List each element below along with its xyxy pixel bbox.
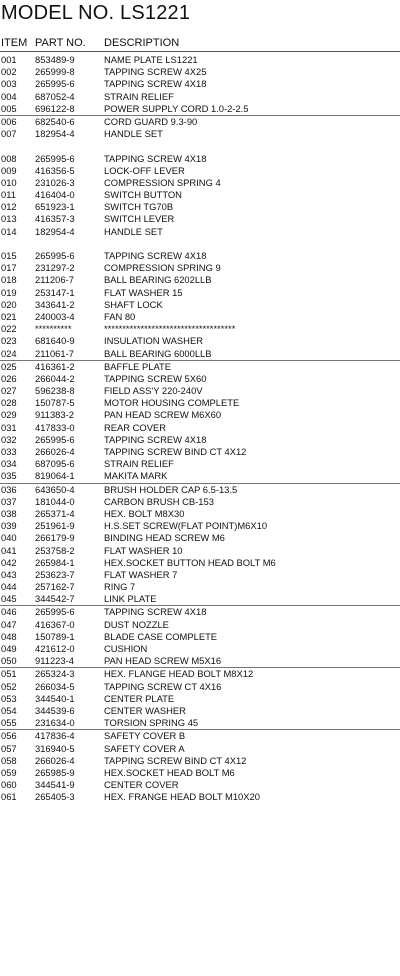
part-number: 231634-0 <box>35 717 75 729</box>
table-row <box>0 743 400 755</box>
part-number: 344539-6 <box>35 704 75 716</box>
part-description: MAKITA MARK <box>104 470 168 482</box>
item-number: 014 <box>1 225 17 237</box>
item-number: 043 <box>1 568 17 580</box>
table-row <box>0 496 400 508</box>
table-row <box>0 153 400 165</box>
table-row <box>0 54 400 66</box>
table-row <box>0 299 400 311</box>
item-number: 047 <box>1 618 17 630</box>
item-number: 009 <box>1 164 17 176</box>
part-description: BALL BEARING 6202LLB <box>104 274 212 286</box>
table-row <box>0 385 400 397</box>
part-number: 416357-3 <box>35 213 75 225</box>
table-row <box>0 545 400 557</box>
part-number: 421612-0 <box>35 643 75 654</box>
item-number: 045 <box>1 593 17 605</box>
item-number: 026 <box>1 372 17 384</box>
item-number: 049 <box>1 643 17 654</box>
item-number: 041 <box>1 544 17 556</box>
item-number: 051 <box>1 668 17 680</box>
part-number: 265995-6 <box>35 152 75 164</box>
part-number: 416361-2 <box>35 360 75 372</box>
table-row <box>0 128 400 140</box>
part-description: LINK PLATE <box>104 593 157 605</box>
item-number: 013 <box>1 213 17 225</box>
table-row <box>0 226 400 238</box>
header-divider <box>0 51 400 52</box>
part-number: 687052-4 <box>35 90 75 102</box>
part-number: 265995-6 <box>35 250 75 261</box>
part-number: 265985-9 <box>35 766 75 778</box>
table-row <box>0 177 400 189</box>
part-number: 696122-8 <box>35 102 75 114</box>
parts-table <box>0 54 400 803</box>
part-description: CORD GUARD 9.3-90 <box>104 115 198 127</box>
table-row <box>0 483 400 496</box>
table-row <box>0 705 400 717</box>
part-number: 265984-1 <box>35 556 75 568</box>
item-number: 023 <box>1 335 17 347</box>
part-description: STRAIN RELIEF <box>104 458 174 470</box>
part-number: ********** <box>35 323 72 335</box>
table-row <box>0 717 400 729</box>
part-description: TAPPING SCREW 4X18 <box>104 152 207 164</box>
part-number: 231026-3 <box>35 176 75 188</box>
item-number: 040 <box>1 532 17 544</box>
part-description: BINDING HEAD SCREW M6 <box>104 532 225 544</box>
item-number: 060 <box>1 779 17 791</box>
item-number: 058 <box>1 754 17 766</box>
part-number: 651923-1 <box>35 201 75 213</box>
part-description: HEX. FRANGE HEAD BOLT M10X20 <box>104 791 260 803</box>
part-description: BLADE CASE COMPLETE <box>104 630 218 642</box>
part-description: SAFETY COVER B <box>104 730 186 742</box>
item-number: 004 <box>1 90 17 102</box>
part-description: BRUSH HOLDER CAP 6.5-13.5 <box>104 483 238 495</box>
part-description: TAPPING SCREW 4X18 <box>104 78 207 90</box>
part-description: H.S.SET SCREW(FLAT POINT)M6X10 <box>104 520 268 532</box>
item-number: 038 <box>1 507 17 519</box>
table-row <box>0 348 400 360</box>
part-description: PAN HEAD SCREW M6X60 <box>104 409 222 421</box>
part-description: COMPRESSION SPRING 9 <box>104 262 221 274</box>
part-description: HANDLE SET <box>104 128 163 140</box>
item-number: 018 <box>1 274 17 286</box>
item-number: 031 <box>1 421 17 433</box>
part-description: FAN 80 <box>104 310 136 322</box>
table-row <box>0 569 400 581</box>
item-number: 037 <box>1 495 17 507</box>
table-row <box>0 655 400 667</box>
part-number: 253758-2 <box>35 544 75 556</box>
item-number: 003 <box>1 78 17 90</box>
item-number: 032 <box>1 433 17 445</box>
part-number: 819064-1 <box>35 470 75 482</box>
part-description: HEX. FLANGE HEAD BOLT M8X12 <box>104 668 254 680</box>
table-row <box>0 323 400 335</box>
part-description: RING 7 <box>104 581 136 593</box>
part-number: 266026-4 <box>35 446 75 457</box>
part-number: 251961-9 <box>35 520 75 532</box>
part-description: CENTER PLATE <box>104 692 175 704</box>
part-description: TAPPING SCREW 4X18 <box>104 606 207 618</box>
page-title: MODEL NO. LS1221 <box>1 2 191 24</box>
part-number: 182954-4 <box>35 225 75 237</box>
item-number: 042 <box>1 556 17 568</box>
item-number: 053 <box>1 692 17 704</box>
item-number: 015 <box>1 250 17 261</box>
table-row <box>0 434 400 446</box>
item-number: 046 <box>1 606 17 618</box>
part-number: 240003-4 <box>35 310 75 322</box>
item-number: 057 <box>1 742 17 754</box>
table-row <box>0 250 400 262</box>
part-number: 266179-9 <box>35 532 75 544</box>
part-number: 643650-4 <box>35 483 75 495</box>
part-description: INSULATION WASHER <box>104 335 203 347</box>
item-number: 008 <box>1 152 17 164</box>
part-number: 265371-4 <box>35 507 75 519</box>
item-number: 007 <box>1 128 17 140</box>
part-number: 344540-1 <box>35 692 75 704</box>
item-number: 002 <box>1 66 17 78</box>
item-number: 035 <box>1 470 17 482</box>
table-row <box>0 767 400 779</box>
item-number: 012 <box>1 201 17 213</box>
part-description: SAFETY COVER A <box>104 742 185 754</box>
table-row <box>0 91 400 103</box>
part-description: LOCK-OFF LEVER <box>104 164 185 176</box>
item-number: 027 <box>1 385 17 397</box>
table-row <box>0 66 400 78</box>
table-row <box>0 446 400 458</box>
part-description: BALL BEARING 6000LLB <box>104 347 212 359</box>
part-description: HEX. BOLT M8X30 <box>104 507 185 519</box>
part-number: 265995-6 <box>35 433 75 445</box>
part-description: HANDLE SET <box>104 225 163 237</box>
part-number: 231297-2 <box>35 262 75 274</box>
table-row <box>0 262 400 274</box>
table-row <box>0 409 400 421</box>
part-description: HEX.SOCKET HEAD BOLT M6 <box>104 766 235 778</box>
table-row <box>0 165 400 177</box>
table-row <box>0 311 400 323</box>
table-row <box>0 619 400 631</box>
part-number: 265995-6 <box>35 606 75 618</box>
part-description: SWITCH BUTTON <box>104 189 182 201</box>
part-number: 682540-6 <box>35 115 75 127</box>
part-description: PAN HEAD SCREW M5X16 <box>104 655 222 667</box>
part-number: 257162-7 <box>35 581 75 593</box>
item-number: 019 <box>1 286 17 298</box>
part-number: 266034-5 <box>35 680 75 692</box>
item-number: 048 <box>1 630 17 642</box>
table-row <box>0 581 400 593</box>
part-description: FIELD ASS'Y 220-240V <box>104 385 203 397</box>
item-number: 061 <box>1 791 17 803</box>
item-number: 010 <box>1 176 17 188</box>
part-description: COMPRESSION SPRING 4 <box>104 176 221 188</box>
table-row <box>0 373 400 385</box>
part-description: TAPPING SCREW 4X18 <box>104 250 207 261</box>
part-number: 416356-5 <box>35 164 75 176</box>
part-number: 416367-0 <box>35 618 75 630</box>
part-description: FLAT WASHER 15 <box>104 286 183 298</box>
part-description: TORSION SPRING 45 <box>104 717 199 729</box>
part-description: HEX.SOCKET BUTTON HEAD BOLT M6 <box>104 556 276 568</box>
part-number: 253623-7 <box>35 568 75 580</box>
part-number: 150787-5 <box>35 397 75 409</box>
part-description: MOTOR HOUSING COMPLETE <box>104 397 240 409</box>
part-description: FLAT WASHER 7 <box>104 568 178 580</box>
part-number: 182954-4 <box>35 128 75 140</box>
part-number: 911383-2 <box>35 409 74 421</box>
part-description: TAPPING SCREW BIND CT 4X12 <box>104 446 247 457</box>
item-number: 020 <box>1 298 17 310</box>
item-number: 054 <box>1 704 17 716</box>
part-number: 911223-4 <box>35 655 74 667</box>
table-row <box>0 78 400 90</box>
table-header <box>0 37 400 51</box>
item-number: 034 <box>1 458 17 470</box>
table-row <box>0 681 400 693</box>
part-description: NAME PLATE LS1221 <box>104 54 198 65</box>
table-row <box>0 779 400 791</box>
part-description: TAPPING SCREW 4X25 <box>104 66 207 78</box>
table-row <box>0 532 400 544</box>
item-number: 006 <box>1 115 17 127</box>
table-row <box>0 422 400 434</box>
part-number: 265999-8 <box>35 66 75 78</box>
part-number: 266044-2 <box>35 372 75 384</box>
part-description: TAPPING SCREW 5X60 <box>104 372 207 384</box>
item-number: 055 <box>1 717 17 729</box>
part-number: 416404-0 <box>35 189 75 201</box>
column-header-part-no: PART NO. <box>35 37 86 49</box>
item-number: 017 <box>1 262 17 274</box>
table-row <box>0 335 400 347</box>
table-row <box>0 274 400 286</box>
part-number: 343641-2 <box>35 298 75 310</box>
part-description: SWITCH LEVER <box>104 213 175 225</box>
table-row <box>0 287 400 299</box>
table-row <box>0 557 400 569</box>
item-number: 050 <box>1 655 17 667</box>
item-number: 021 <box>1 310 17 322</box>
part-number: 265995-6 <box>35 78 75 90</box>
table-row <box>0 508 400 520</box>
part-number: 417833-0 <box>35 421 75 433</box>
item-number: 011 <box>1 189 16 201</box>
part-description: CENTER WASHER <box>104 704 186 716</box>
part-number: 344542-7 <box>35 593 75 605</box>
item-number: 039 <box>1 520 17 532</box>
table-row <box>0 693 400 705</box>
table-row <box>0 729 400 742</box>
part-number: 181044-0 <box>35 495 75 507</box>
table-row <box>0 103 400 115</box>
table-row <box>0 115 400 128</box>
table-row <box>0 667 400 680</box>
table-row <box>0 470 400 482</box>
item-number: 022 <box>1 323 17 335</box>
table-row <box>0 631 400 643</box>
part-number: 211061-7 <box>35 347 74 359</box>
part-description: TAPPING SCREW BIND CT 4X12 <box>104 754 247 766</box>
part-description: BAFFLE PLATE <box>104 360 172 372</box>
table-row <box>0 201 400 213</box>
table-row <box>0 397 400 409</box>
part-number: 265324-3 <box>35 668 75 680</box>
part-description: DUST NOZZLE <box>104 618 169 630</box>
part-number: 596238-8 <box>35 385 75 397</box>
table-row <box>0 643 400 655</box>
part-number: 316940-5 <box>35 742 75 754</box>
part-number: 265405-3 <box>35 791 75 803</box>
item-number: 024 <box>1 347 17 359</box>
part-description: FLAT WASHER 10 <box>104 544 183 556</box>
part-number: 253147-1 <box>35 286 75 298</box>
column-header-item: ITEM <box>1 37 28 49</box>
part-number: 853489-9 <box>35 54 75 65</box>
table-row <box>0 791 400 803</box>
item-number: 005 <box>1 102 17 114</box>
item-number: 044 <box>1 581 17 593</box>
part-description: CENTER COVER <box>104 779 179 791</box>
item-number: 052 <box>1 680 17 692</box>
part-description: CUSHION <box>104 643 148 654</box>
part-number: 687095-6 <box>35 458 75 470</box>
part-description: SWITCH TG70B <box>104 201 174 213</box>
part-description: TAPPING SCREW 4X18 <box>104 433 207 445</box>
part-description: POWER SUPPLY CORD 1.0-2-2.5 <box>104 102 249 114</box>
part-number: 211206-7 <box>35 274 74 286</box>
table-row <box>0 593 400 605</box>
part-number: 344541-9 <box>35 779 75 791</box>
column-header-description: DESCRIPTION <box>104 37 180 49</box>
part-description: REAR COVER <box>104 421 166 433</box>
table-row <box>0 755 400 767</box>
part-number: 681640-9 <box>35 335 75 347</box>
part-description: TAPPING SCREW CT 4X16 <box>104 680 222 692</box>
item-number: 059 <box>1 766 17 778</box>
table-row <box>0 189 400 201</box>
part-number: 150789-1 <box>35 630 75 642</box>
table-row <box>0 605 400 618</box>
item-number: 028 <box>1 397 17 409</box>
table-row <box>0 213 400 225</box>
table-row <box>0 360 400 373</box>
part-description: SHAFT LOCK <box>104 298 163 310</box>
item-number: 036 <box>1 483 17 495</box>
item-number: 001 <box>1 54 17 65</box>
item-number: 033 <box>1 446 17 457</box>
item-number: 029 <box>1 409 17 421</box>
item-number: 025 <box>1 360 17 372</box>
part-number: 417836-4 <box>35 730 75 742</box>
part-number: 266026-4 <box>35 754 75 766</box>
part-description: STRAIN RELIEF <box>104 90 174 102</box>
table-row <box>0 458 400 470</box>
item-number: 056 <box>1 730 17 742</box>
part-description: ************************************ <box>104 323 236 335</box>
part-description: CARBON BRUSH CB-153 <box>104 495 214 507</box>
table-row <box>0 520 400 532</box>
